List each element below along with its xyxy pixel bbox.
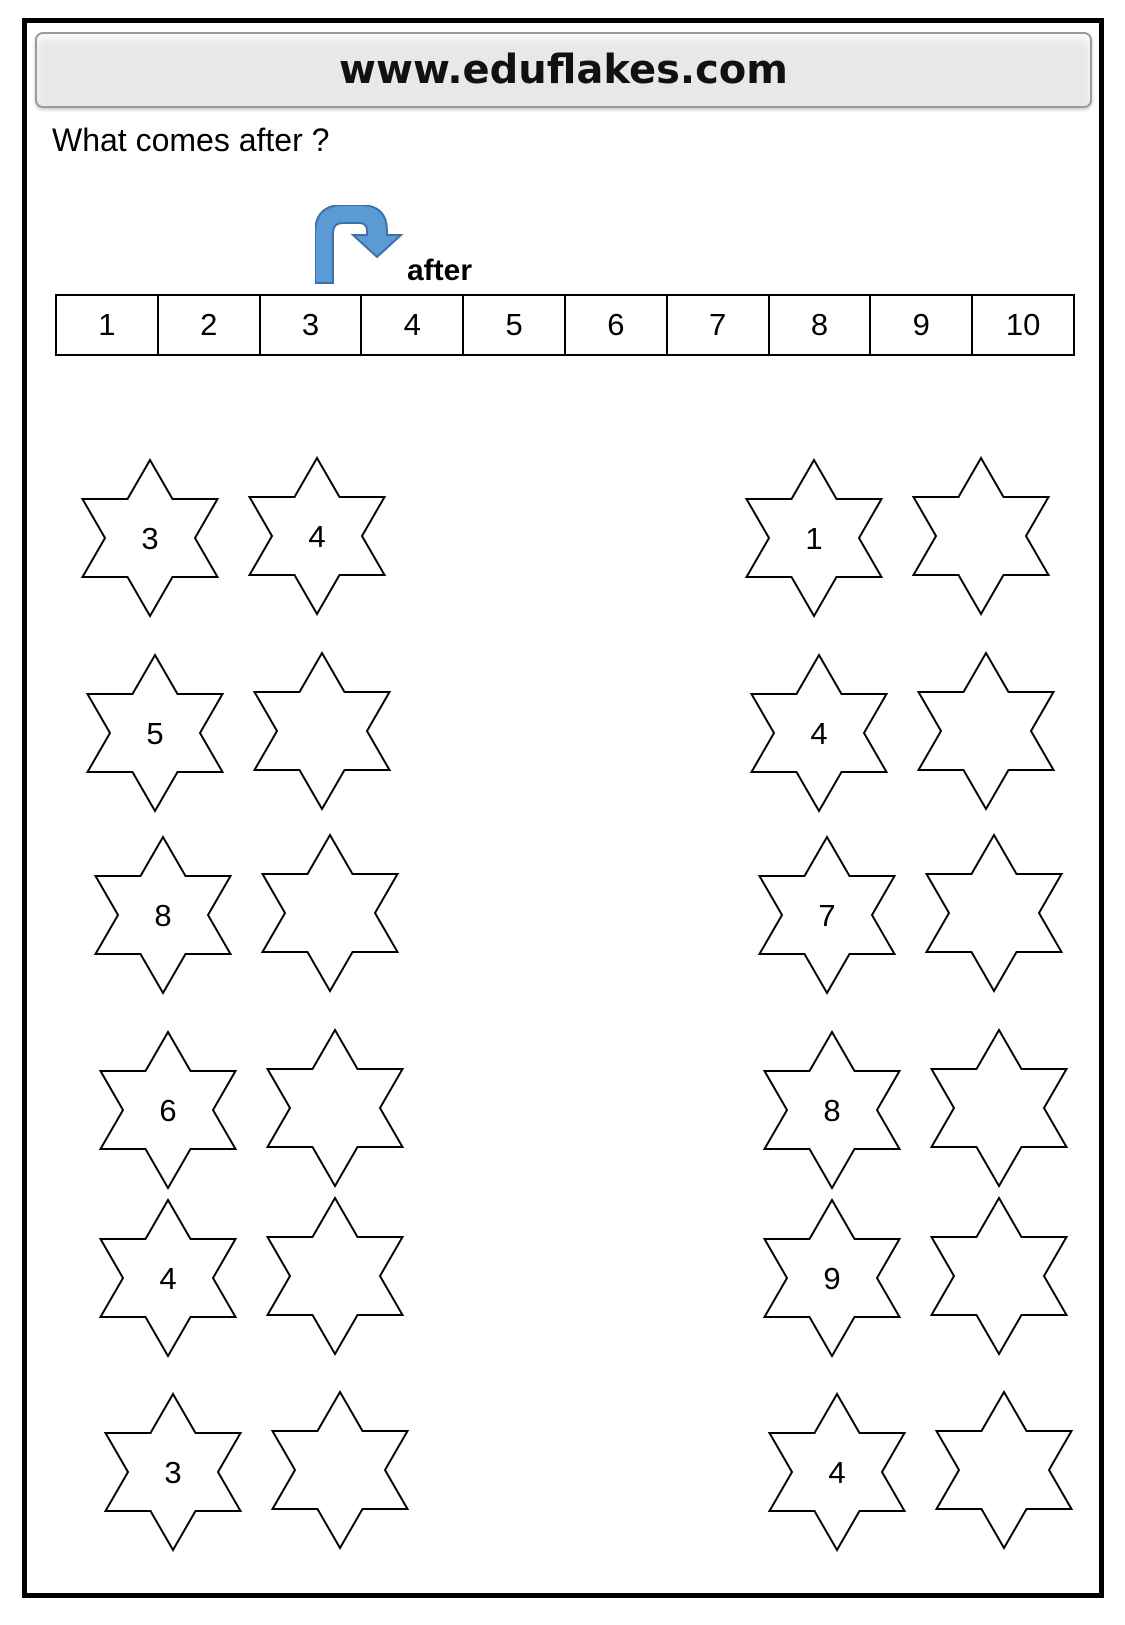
number-cell: 2 [159, 296, 261, 354]
star-number: 5 [146, 716, 164, 751]
star-number: 9 [823, 1261, 841, 1296]
number-cell: 9 [871, 296, 973, 354]
star-shape [937, 1392, 1072, 1548]
answer-star [932, 1198, 1067, 1354]
number-cell: 6 [566, 296, 668, 354]
number-cell: 10 [1005, 307, 1041, 342]
given-number-star [83, 460, 218, 616]
given-number-star [752, 655, 887, 811]
answer-star [927, 835, 1062, 991]
given-number-star [88, 655, 223, 811]
star-number: 4 [828, 1455, 846, 1490]
star-shape [255, 653, 390, 809]
given-number-star [106, 1394, 241, 1550]
star-number: 8 [154, 898, 172, 933]
star-number: 3 [141, 521, 159, 556]
number-cell: 7 [668, 296, 770, 354]
star-shape [932, 1030, 1067, 1186]
number-cell: 8 [770, 296, 872, 354]
given-number-star [765, 1032, 900, 1188]
answer-star [255, 653, 390, 809]
answer-star [937, 1392, 1072, 1548]
site-title: www.eduflakes.com [339, 47, 788, 93]
star-number: 1 [805, 521, 823, 556]
star-shape [263, 835, 398, 991]
given-number-star [765, 1200, 900, 1356]
question-text: What comes after ? [52, 122, 330, 158]
star-shape [268, 1198, 403, 1354]
given-number-star [101, 1032, 236, 1188]
number-cell: 1 [57, 296, 159, 354]
given-number-star [96, 837, 231, 993]
star-number: 4 [308, 519, 326, 554]
star-shape [273, 1392, 408, 1548]
given-number-star [101, 1200, 236, 1356]
given-number-star [760, 837, 895, 993]
answer-star [268, 1198, 403, 1354]
given-number-star [747, 460, 882, 616]
answer-star [273, 1392, 408, 1548]
answer-star [932, 1030, 1067, 1186]
star-shape [919, 653, 1054, 809]
star-shape [927, 835, 1062, 991]
answer-star [250, 458, 385, 614]
after-label: after [407, 254, 473, 287]
star-number: 4 [159, 1261, 177, 1296]
star-shape [932, 1198, 1067, 1354]
answer-star [919, 653, 1054, 809]
star-shape [268, 1030, 403, 1186]
star-number: 4 [810, 716, 828, 751]
number-cell: 4 [362, 296, 464, 354]
answer-star [268, 1030, 403, 1186]
star-number: 7 [818, 898, 836, 933]
given-number-star [770, 1394, 905, 1550]
number-cell: 5 [464, 296, 566, 354]
star-number: 3 [164, 1455, 182, 1490]
star-shape [914, 458, 1049, 614]
star-number: 6 [159, 1093, 177, 1128]
star-number: 8 [823, 1093, 841, 1128]
number-cell: 3 [261, 296, 363, 354]
answer-star [263, 835, 398, 991]
answer-star [914, 458, 1049, 614]
